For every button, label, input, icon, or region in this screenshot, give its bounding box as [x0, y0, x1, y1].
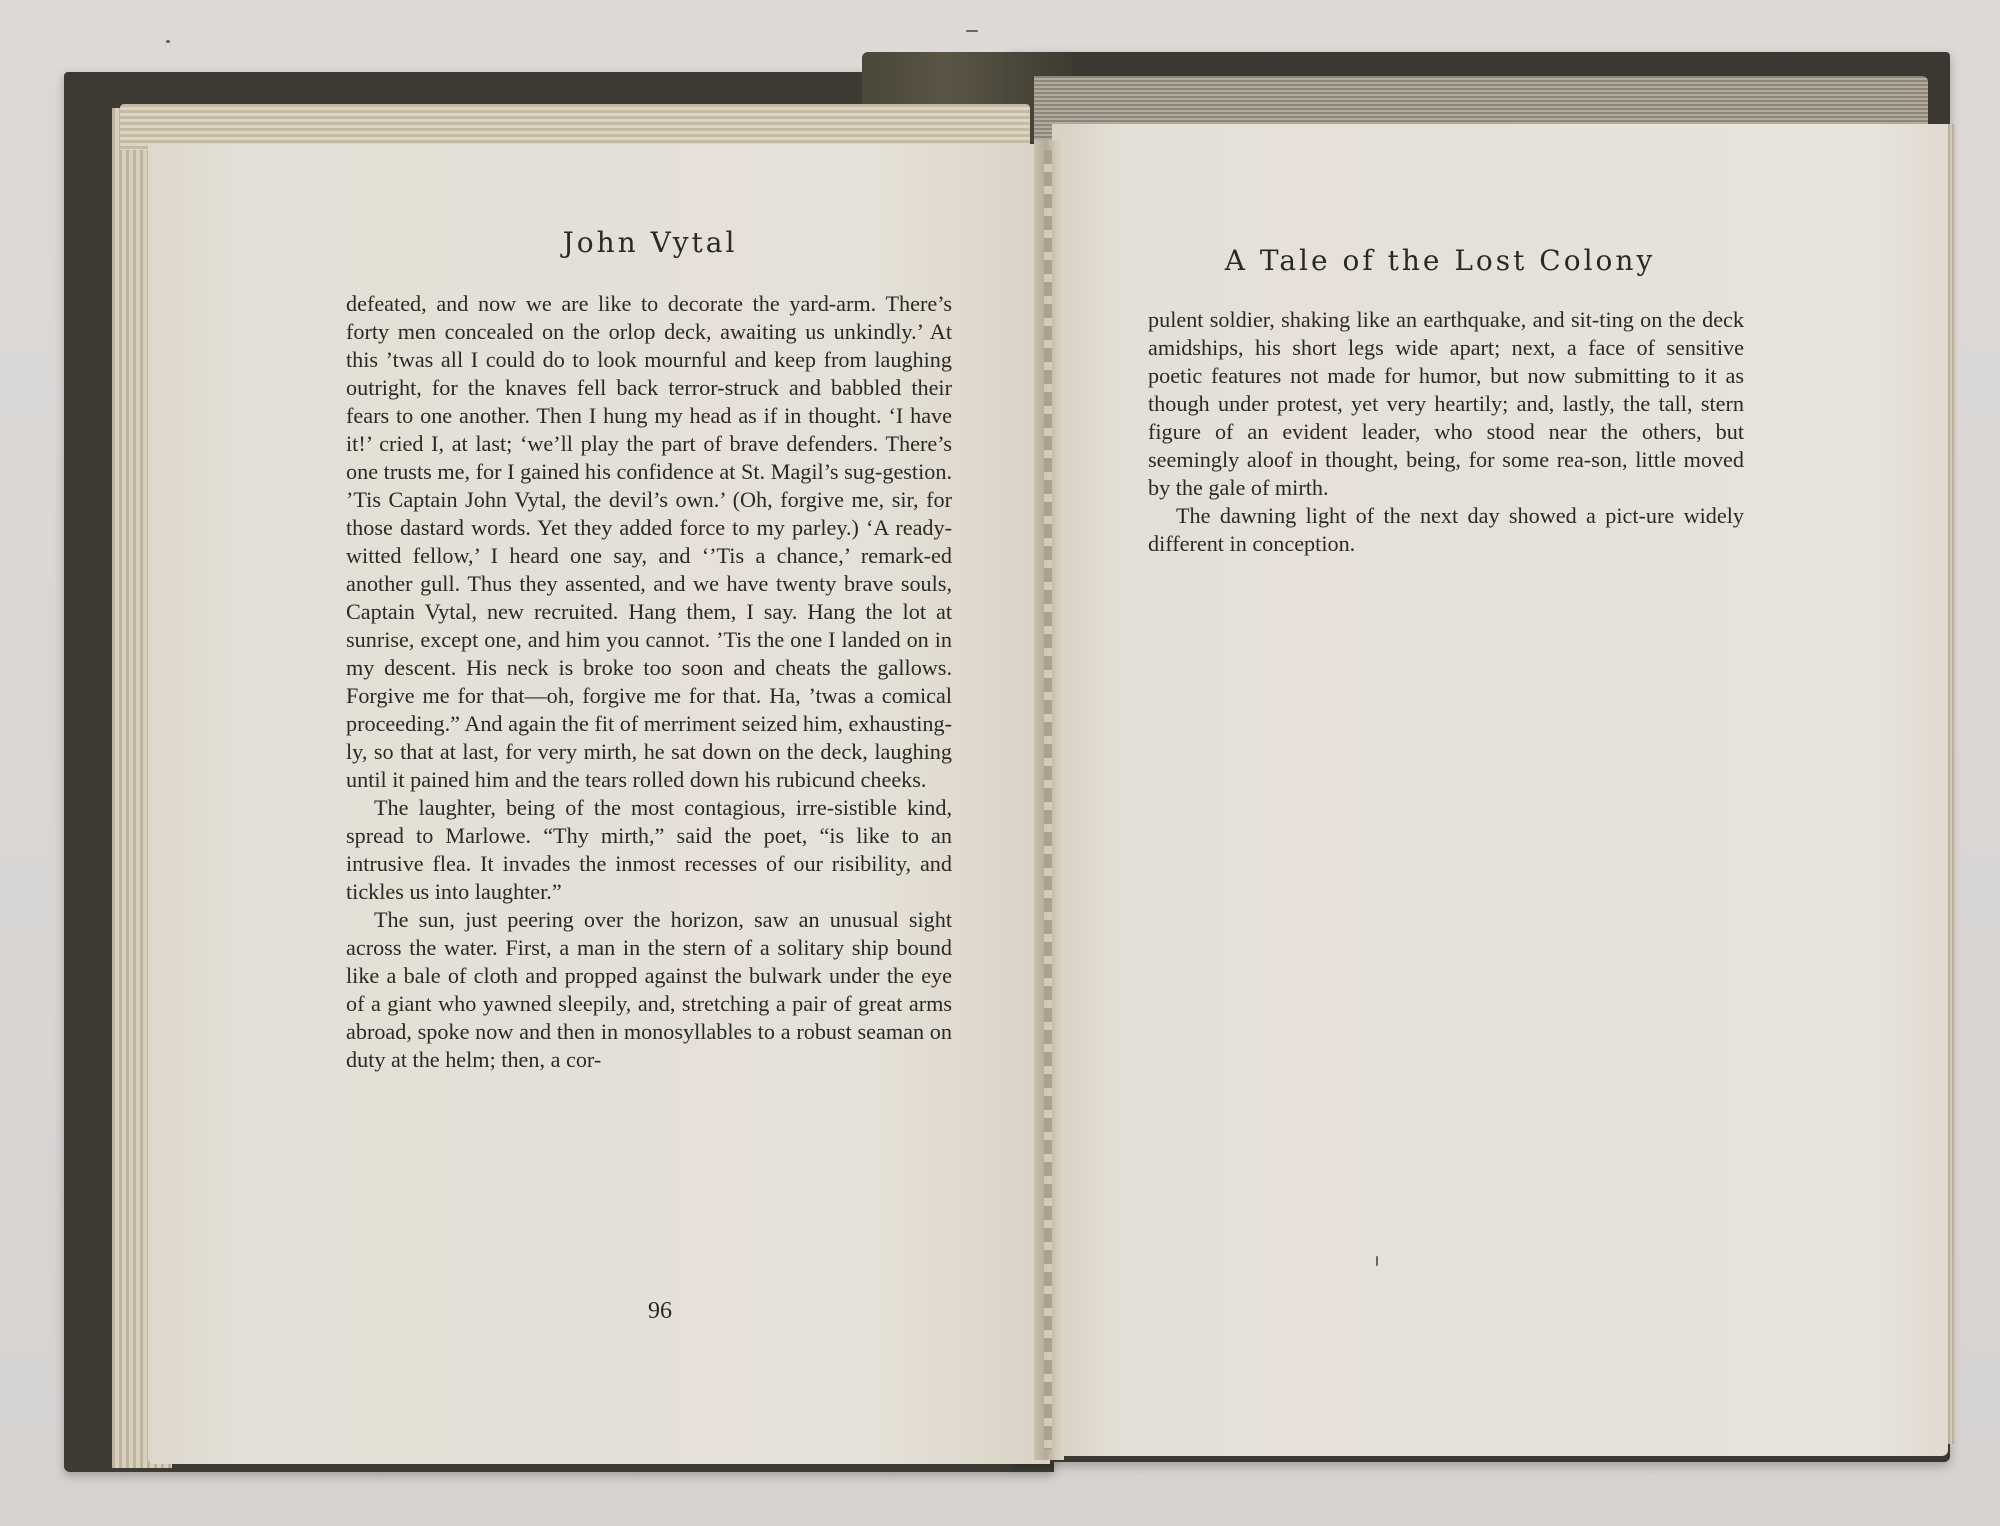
- page-number: 96: [648, 1298, 672, 1324]
- dust-speck: [1376, 1256, 1378, 1266]
- binding-stitch: [1044, 150, 1052, 1450]
- paragraph: The laughter, being of the most contagious, irre-sistible kind, spread to Marlowe. “Thy mirth,” said the poet, “is like to an intrusive flea. It invades the inmost recesses of our risibility, and tickles us into laughter.”: [346, 795, 952, 904]
- right-running-head: A Tale of the Lost Colony: [1224, 244, 1656, 277]
- left-running-head: John Vytal: [562, 226, 738, 259]
- dust-speck: [166, 40, 170, 43]
- paragraph: defeated, and now we are like to decorate the yard-arm. There’s forty men concealed on the orlop deck, awaiting us unkindly.’ At this ’twas all I could do to look mournful and keep from laughing outright, for the knaves fell back terror-struck and babbled their fears to one another. Then I hung my head as if in thought. ‘I have it!’ cried I, at last; ‘we’ll play the part of brave defenders. There’s one trusts me, for I gained his confidence at St. Magil’s sug-gestion. ’Tis Captain John Vytal, the devil’s own.’ (Oh, forgive me, sir, for those dastard words. Yet they added force to my parley.) ‘A ready-witted fellow,’ I heard one say, and ‘’Tis a chance,’ remark-ed another gull. Thus they assented, and we have twenty brave souls, Captain Vytal, new recruited. Hang them, I say. Hang the lot at sunrise, except one, and him you cannot. ’Tis the one I landed on in my descent. His neck is broke too soon and cheats the gallows. Forgive me for that—oh, forgive me for that. Ha, ’twas a comical proceeding.” And again the fit of merriment seized him, exhausting-ly, so that at last, for very mirth, he sat down on the deck, laughing until it pained him and the tears rolled down his rubicund cheeks.: [346, 291, 952, 792]
- paragraph: The sun, just peering over the horizon, saw an unusual sight across the water. First, a man in the stern of a solitary ship bound like a bale of cloth and propped against the bulwark under the eye of a giant who yawned sleepily, and, stretching a pair of great arms abroad, spoke now and then in monosyllables to a robust seaman on duty at the helm; then, a cor-: [346, 907, 952, 1072]
- paragraph: pulent soldier, shaking like an earthquake, and sit-ting on the deck amidships, his short legs wide apart; next, a face of sensitive poetic features not made for humor, but now submitting to it as though under protest, yet very heartily; and, lastly, the tall, stern figure of an evident leader, who stood near the others, but seemingly aloof in thought, being, for some rea-son, little moved by the gale of mirth.: [1148, 307, 1744, 500]
- left-page-text: [346, 290, 952, 1074]
- dust-speck: [966, 30, 978, 32]
- right-page-text: [1148, 306, 1744, 558]
- paragraph: The dawning light of the next day showed a pict-ure widely different in conception.: [1148, 503, 1744, 556]
